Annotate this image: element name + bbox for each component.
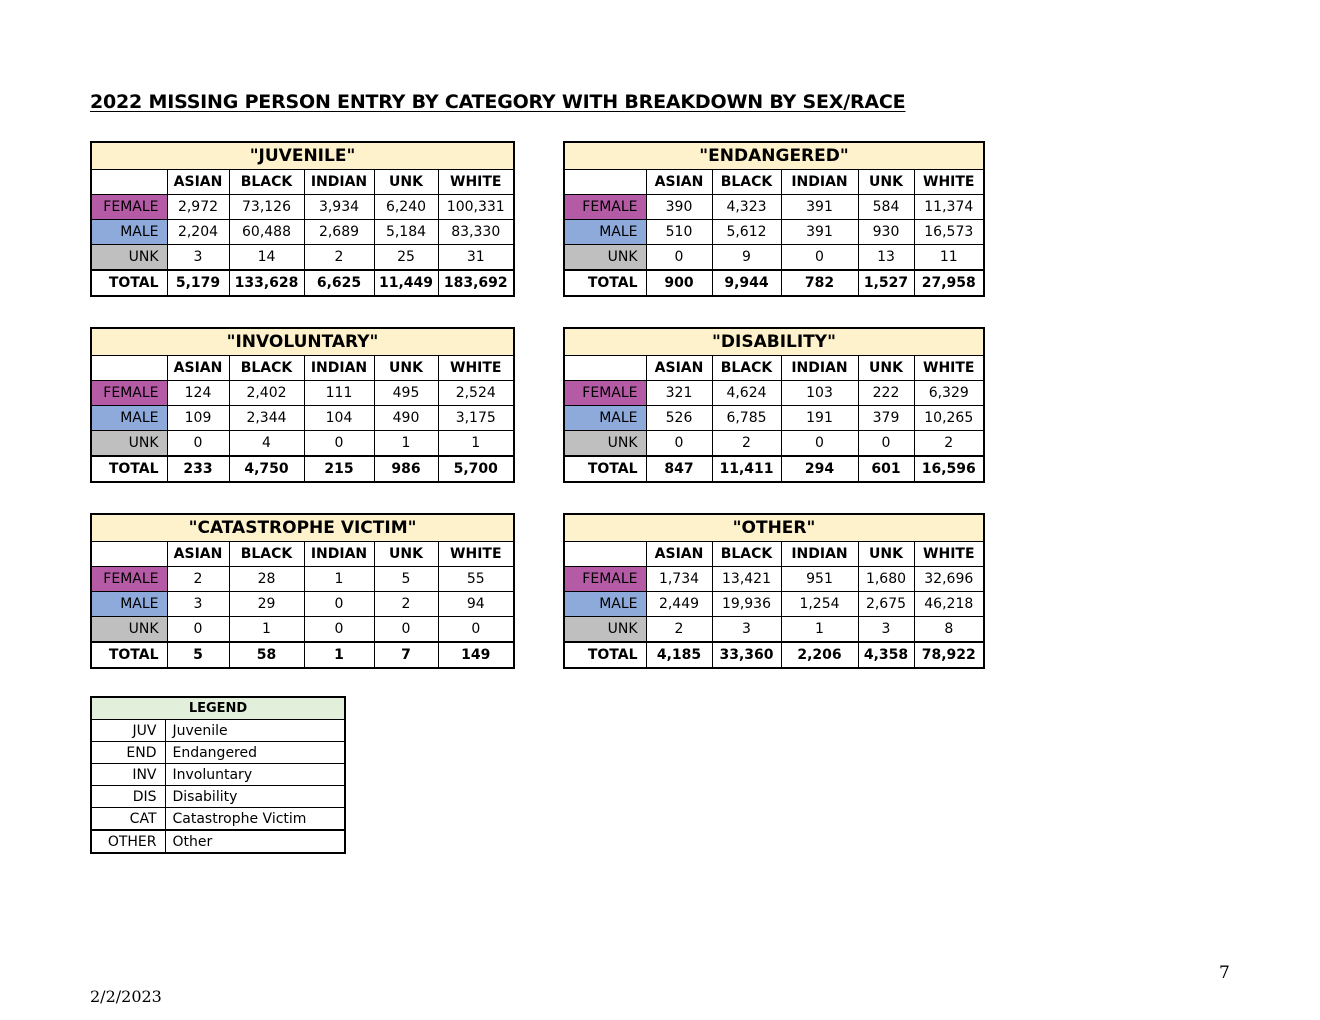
table-cell: 2,402: [229, 381, 304, 406]
table-row-male: [91, 406, 514, 431]
column-header: UNK: [374, 356, 438, 381]
legend-description: Endangered: [165, 742, 345, 764]
table-cell: 28: [229, 567, 304, 592]
column-header: ASIAN: [646, 542, 712, 567]
table-cell: 11,411: [712, 456, 781, 482]
header-corner-cell: [91, 170, 167, 195]
table-cell: 5,700: [438, 456, 514, 482]
legend-row: [91, 742, 345, 764]
row-label-female: FEMALE: [91, 567, 167, 592]
table-cell: 11: [914, 245, 984, 271]
table-cell: 0: [781, 431, 858, 457]
header-corner-cell: [91, 542, 167, 567]
table-row-total: [564, 270, 984, 296]
table-title-row: [564, 328, 984, 356]
column-header: BLACK: [229, 356, 304, 381]
table-row-unk: [91, 617, 514, 643]
table-cell: 321: [646, 381, 712, 406]
table-cell: 4,185: [646, 642, 712, 668]
table-cell: 0: [858, 431, 914, 457]
table-cell: 103: [781, 381, 858, 406]
table-cell: 109: [167, 406, 229, 431]
table-row-total: [564, 642, 984, 668]
table-cell: 526: [646, 406, 712, 431]
table-cell: 1: [304, 642, 374, 668]
table-cell: 1: [781, 617, 858, 643]
legend-code: CAT: [91, 808, 165, 831]
table-cell: 2: [167, 567, 229, 592]
table-cell: 1: [438, 431, 514, 457]
table-cell: 2,524: [438, 381, 514, 406]
table-cell: 2,689: [304, 220, 374, 245]
table-cell: 78,922: [914, 642, 984, 668]
table-cell: 2,206: [781, 642, 858, 668]
table-cell: 951: [781, 567, 858, 592]
table-row-unk: [564, 617, 984, 643]
column-header-row: [564, 170, 984, 195]
table-cell: 5,612: [712, 220, 781, 245]
table-cell: 0: [374, 617, 438, 643]
row-label-male: MALE: [91, 592, 167, 617]
row-label-male: MALE: [564, 220, 646, 245]
table-cell: 0: [304, 617, 374, 643]
page-title: 2022 MISSING PERSON ENTRY BY CATEGORY WITH BREAKDOWN BY SEX/RACE: [90, 91, 906, 113]
column-header: WHITE: [914, 542, 984, 567]
table-cell: 58: [229, 642, 304, 668]
table-cell: 9,944: [712, 270, 781, 296]
table-cell: 0: [781, 245, 858, 271]
table-cell: 1: [374, 431, 438, 457]
table-cell: 6,329: [914, 381, 984, 406]
table-cell: 1,734: [646, 567, 712, 592]
column-header: BLACK: [712, 542, 781, 567]
legend-row: [91, 764, 345, 786]
table-cell: 5: [374, 567, 438, 592]
table-cell: 2: [712, 431, 781, 457]
table-cell: 3,934: [304, 195, 374, 220]
table-cell: 1,254: [781, 592, 858, 617]
table-cell: 2: [914, 431, 984, 457]
column-header: WHITE: [914, 170, 984, 195]
table-cell: 11,374: [914, 195, 984, 220]
legend-title: LEGEND: [91, 697, 345, 720]
table-cell: 8: [914, 617, 984, 643]
legend-code: OTHER: [91, 830, 165, 853]
disability-table: [563, 327, 985, 483]
row-label-female: FEMALE: [564, 381, 646, 406]
header-corner-cell: [564, 356, 646, 381]
table-row-unk: [564, 431, 984, 457]
table-cell: 19,936: [712, 592, 781, 617]
table-cell: 222: [858, 381, 914, 406]
row-label-unk: UNK: [564, 245, 646, 271]
table-cell: 0: [167, 431, 229, 457]
table-cell: 1,680: [858, 567, 914, 592]
table-cell: 183,692: [438, 270, 514, 296]
column-header: UNK: [858, 542, 914, 567]
table-title-row: [91, 328, 514, 356]
table-row-male: [91, 220, 514, 245]
table-cell: 495: [374, 381, 438, 406]
table-cell: 60,488: [229, 220, 304, 245]
table-cell: 27,958: [914, 270, 984, 296]
table-cell: 391: [781, 195, 858, 220]
table-cell: 6,625: [304, 270, 374, 296]
row-label-male: MALE: [564, 406, 646, 431]
table-cell: 55: [438, 567, 514, 592]
table-cell: 83,330: [438, 220, 514, 245]
table-cell: 6,785: [712, 406, 781, 431]
table-cell: 1: [304, 567, 374, 592]
column-header: INDIAN: [781, 356, 858, 381]
header-corner-cell: [91, 356, 167, 381]
table-cell: 14: [229, 245, 304, 271]
table-cell: 4,358: [858, 642, 914, 668]
table-cell: 2,675: [858, 592, 914, 617]
table-cell: 2,204: [167, 220, 229, 245]
table-cell: 16,573: [914, 220, 984, 245]
table-cell: 0: [304, 431, 374, 457]
table-cell: 0: [438, 617, 514, 643]
column-header: ASIAN: [167, 356, 229, 381]
table-title: "INVOLUNTARY": [91, 328, 514, 356]
table-cell: 584: [858, 195, 914, 220]
table-row-female: [564, 195, 984, 220]
table-cell: 29: [229, 592, 304, 617]
table-cell: 2,344: [229, 406, 304, 431]
legend-description: Catastrophe Victim: [165, 808, 345, 831]
table-cell: 191: [781, 406, 858, 431]
table-title: "CATASTROPHE VICTIM": [91, 514, 514, 542]
row-label-male: MALE: [564, 592, 646, 617]
row-label-female: FEMALE: [564, 195, 646, 220]
table-cell: 847: [646, 456, 712, 482]
table-cell: 73,126: [229, 195, 304, 220]
legend-description: Other: [165, 830, 345, 853]
table-row-male: [564, 592, 984, 617]
legend-row: [91, 720, 345, 742]
table-cell: 149: [438, 642, 514, 668]
table-cell: 6,240: [374, 195, 438, 220]
legend-description: Involuntary: [165, 764, 345, 786]
table-row-unk: [91, 431, 514, 457]
column-header: UNK: [374, 542, 438, 567]
table-cell: 94: [438, 592, 514, 617]
table-row-female: [91, 381, 514, 406]
table-cell: 0: [304, 592, 374, 617]
legend-code: END: [91, 742, 165, 764]
table-cell: 782: [781, 270, 858, 296]
table-cell: 100,331: [438, 195, 514, 220]
table-cell: 1,527: [858, 270, 914, 296]
column-header-row: [91, 356, 514, 381]
table-row-female: [91, 567, 514, 592]
table-cell: 31: [438, 245, 514, 271]
table-cell: 7: [374, 642, 438, 668]
table-cell: 3: [167, 592, 229, 617]
table-cell: 25: [374, 245, 438, 271]
table-row-male: [564, 406, 984, 431]
column-header: INDIAN: [781, 542, 858, 567]
table-cell: 900: [646, 270, 712, 296]
row-label-total: TOTAL: [564, 270, 646, 296]
row-label-total: TOTAL: [564, 456, 646, 482]
legend-row: [91, 786, 345, 808]
column-header: INDIAN: [304, 170, 374, 195]
column-header: ASIAN: [167, 170, 229, 195]
table-cell: 33,360: [712, 642, 781, 668]
table-cell: 5,184: [374, 220, 438, 245]
table-cell: 3,175: [438, 406, 514, 431]
row-label-total: TOTAL: [91, 270, 167, 296]
column-header: BLACK: [229, 542, 304, 567]
column-header-row: [91, 170, 514, 195]
table-cell: 2,449: [646, 592, 712, 617]
table-row-total: [564, 456, 984, 482]
table-cell: 510: [646, 220, 712, 245]
footer-date: 2/2/2023: [90, 987, 162, 1006]
column-header: UNK: [374, 170, 438, 195]
table-cell: 5: [167, 642, 229, 668]
table-cell: 2: [646, 617, 712, 643]
table-cell: 4,750: [229, 456, 304, 482]
column-header-row: [564, 356, 984, 381]
column-header: INDIAN: [781, 170, 858, 195]
column-header: WHITE: [438, 542, 514, 567]
table-cell: 10,265: [914, 406, 984, 431]
table-cell: 601: [858, 456, 914, 482]
table-title: "JUVENILE": [91, 142, 514, 170]
table-row-male: [564, 220, 984, 245]
column-header: INDIAN: [304, 356, 374, 381]
catastrophe-victim-table: [90, 513, 515, 669]
table-row-unk: [564, 245, 984, 271]
table-cell: 32,696: [914, 567, 984, 592]
table-cell: 2,972: [167, 195, 229, 220]
column-header: BLACK: [712, 170, 781, 195]
column-header-row: [91, 542, 514, 567]
legend-header-row: [91, 697, 345, 720]
table-title-row: [91, 142, 514, 170]
table-cell: 111: [304, 381, 374, 406]
column-header: UNK: [858, 356, 914, 381]
table-title-row: [564, 514, 984, 542]
table-cell: 133,628: [229, 270, 304, 296]
table-title: "OTHER": [564, 514, 984, 542]
table-cell: 4,624: [712, 381, 781, 406]
table-row-female: [564, 381, 984, 406]
row-label-unk: UNK: [91, 431, 167, 457]
table-row-male: [91, 592, 514, 617]
table-cell: 5,179: [167, 270, 229, 296]
row-label-unk: UNK: [564, 617, 646, 643]
column-header: INDIAN: [304, 542, 374, 567]
header-corner-cell: [564, 542, 646, 567]
table-cell: 2: [304, 245, 374, 271]
table-title-row: [564, 142, 984, 170]
header-corner-cell: [564, 170, 646, 195]
column-header: BLACK: [229, 170, 304, 195]
legend-code: INV: [91, 764, 165, 786]
row-label-male: MALE: [91, 406, 167, 431]
table-cell: 215: [304, 456, 374, 482]
column-header: UNK: [858, 170, 914, 195]
legend-row: [91, 830, 345, 853]
table-cell: 124: [167, 381, 229, 406]
table-title: "DISABILITY": [564, 328, 984, 356]
table-cell: 4,323: [712, 195, 781, 220]
table-cell: 13,421: [712, 567, 781, 592]
column-header: ASIAN: [167, 542, 229, 567]
table-row-unk: [91, 245, 514, 271]
table-cell: 9: [712, 245, 781, 271]
involuntary-table: [90, 327, 515, 483]
table-cell: 233: [167, 456, 229, 482]
table-cell: 0: [646, 431, 712, 457]
juvenile-table: [90, 141, 515, 297]
row-label-unk: UNK: [564, 431, 646, 457]
column-header: ASIAN: [646, 170, 712, 195]
table-cell: 2: [374, 592, 438, 617]
other-table: [563, 513, 985, 669]
endangered-table: [563, 141, 985, 297]
table-row-total: [91, 642, 514, 668]
table-cell: 46,218: [914, 592, 984, 617]
row-label-female: FEMALE: [564, 567, 646, 592]
table-title-row: [91, 514, 514, 542]
table-cell: 391: [781, 220, 858, 245]
table-row-total: [91, 270, 514, 296]
legend-table: [90, 696, 346, 854]
table-cell: 0: [646, 245, 712, 271]
table-cell: 930: [858, 220, 914, 245]
table-row-female: [91, 195, 514, 220]
table-cell: 16,596: [914, 456, 984, 482]
legend-code: JUV: [91, 720, 165, 742]
row-label-total: TOTAL: [564, 642, 646, 668]
table-cell: 104: [304, 406, 374, 431]
row-label-female: FEMALE: [91, 195, 167, 220]
column-header: WHITE: [438, 170, 514, 195]
table-cell: 3: [712, 617, 781, 643]
table-cell: 379: [858, 406, 914, 431]
legend-row: [91, 808, 345, 831]
table-cell: 294: [781, 456, 858, 482]
row-label-total: TOTAL: [91, 642, 167, 668]
table-cell: 11,449: [374, 270, 438, 296]
table-title: "ENDANGERED": [564, 142, 984, 170]
column-header: ASIAN: [646, 356, 712, 381]
row-label-total: TOTAL: [91, 456, 167, 482]
row-label-unk: UNK: [91, 617, 167, 643]
table-cell: 390: [646, 195, 712, 220]
table-cell: 0: [167, 617, 229, 643]
legend-description: Juvenile: [165, 720, 345, 742]
row-label-unk: UNK: [91, 245, 167, 271]
legend-description: Disability: [165, 786, 345, 808]
column-header: BLACK: [712, 356, 781, 381]
legend-code: DIS: [91, 786, 165, 808]
table-row-female: [564, 567, 984, 592]
table-cell: 490: [374, 406, 438, 431]
table-cell: 986: [374, 456, 438, 482]
page-number: 7: [1219, 963, 1230, 983]
column-header: WHITE: [438, 356, 514, 381]
table-cell: 13: [858, 245, 914, 271]
table-cell: 1: [229, 617, 304, 643]
table-cell: 4: [229, 431, 304, 457]
column-header-row: [564, 542, 984, 567]
table-cell: 3: [167, 245, 229, 271]
table-row-total: [91, 456, 514, 482]
row-label-male: MALE: [91, 220, 167, 245]
table-cell: 3: [858, 617, 914, 643]
row-label-female: FEMALE: [91, 381, 167, 406]
column-header: WHITE: [914, 356, 984, 381]
